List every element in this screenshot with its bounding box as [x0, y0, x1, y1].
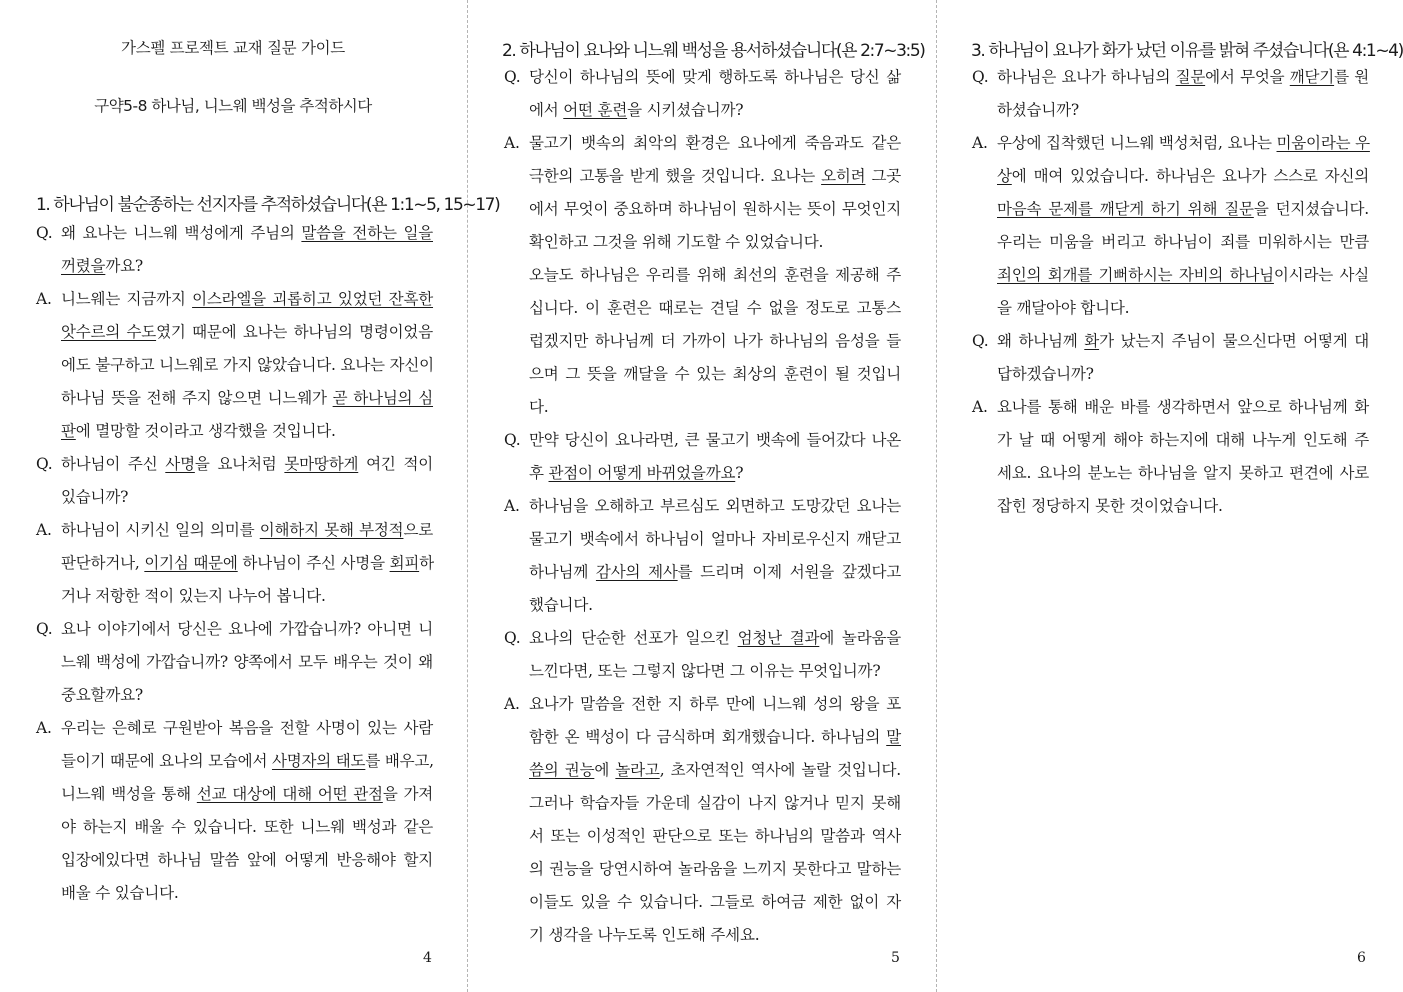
text-run: 하나님이 주신 [61, 455, 166, 473]
line-text [529, 259, 901, 292]
page-number: 6 [1357, 950, 1366, 966]
text-run: 에 멸망할 것이라고 생각했을 것입니다. [75, 422, 336, 440]
answer-line [997, 226, 1369, 259]
underlined-text: 깨닫기 [1289, 68, 1335, 86]
answer-line [529, 721, 901, 754]
answer-line [529, 556, 901, 589]
qa-list [36, 217, 434, 910]
text-run: 답하겠습니까? [997, 365, 1094, 383]
question-line [529, 94, 901, 127]
line-text [61, 514, 433, 547]
answer-line [997, 424, 1369, 457]
text-run: 에 놀라움을 [819, 629, 902, 647]
line-text [61, 415, 433, 448]
answer-line [997, 457, 1369, 490]
answer-line [61, 580, 433, 613]
line-text [61, 217, 433, 250]
answer-line [529, 523, 901, 556]
answer-line [529, 589, 901, 622]
section-title: 1. 하나님이 불순종하는 선지자를 추적하셨습니다(욘 1:1~5, 15~17) [36, 195, 500, 215]
line-text [61, 448, 433, 481]
question-marker: Q. [36, 455, 53, 473]
qa-list [972, 61, 1370, 523]
underlined-text: 엄청난 결과 [737, 629, 820, 647]
line-text [997, 160, 1369, 193]
text-run: 하나님 뜻을 전해 주지 않으면 니느웨가 [61, 389, 333, 407]
text-run: 확인하고 그것을 위해 기도할 수 있었습니다. [529, 233, 824, 251]
text-run: 입장에있다면 하나님 말씀 앞에 어떻게 반응해야 할지 [61, 851, 433, 869]
question-marker: Q. [504, 431, 521, 449]
question-line [504, 61, 901, 94]
text-run: 에서 [529, 101, 564, 119]
answer-line [529, 787, 901, 820]
underlined-text: 말 [886, 728, 901, 746]
line-text [997, 424, 1369, 457]
answer-line [61, 877, 433, 910]
text-run: 배울 수 있습니다. [61, 884, 179, 902]
text-run: 으며 그 뜻을 깨달을 수 있는 최상의 훈련이 될 것입니 [529, 365, 901, 383]
section-title: 3. 하나님이 요나가 화가 났던 이유를 밝혀 주셨습니다(욘 4:1~4) [971, 41, 1403, 61]
answer-line [529, 391, 901, 424]
text-run: 하나님께 [529, 563, 596, 581]
section-title: 2. 하나님이 요나와 니느웨 백성을 용서하셨습니다(욘 2:7~3:5) [502, 41, 925, 61]
page-5 [468, 0, 935, 992]
text-run: 우리는 은혜로 구원받아 복음을 전할 사명이 있는 사람 [61, 719, 433, 737]
answer-line [529, 160, 901, 193]
underlined-text: 곧 하나님의 심 [332, 389, 434, 407]
text-run: 들이기 때문에 요나의 모습에서 [61, 752, 272, 770]
line-text [61, 382, 433, 415]
answer-line [61, 745, 433, 778]
answer-line [997, 160, 1369, 193]
text-run: 느낀다면, 또는 그렇지 않다면 그 이유는 무엇입니까? [529, 662, 881, 680]
question-line [504, 622, 902, 655]
line-text [997, 127, 1369, 160]
answer-line [36, 514, 433, 547]
text-run: 판단하거나, [61, 554, 145, 572]
text-run: 야 하는지 배울 수 있습니다. 또한 니느웨 백성과 같은 [61, 818, 433, 836]
line-text [529, 424, 901, 457]
line-text [61, 613, 433, 646]
answer-line [529, 259, 901, 292]
text-run: 의 권능을 당연시하여 놀라움을 느끼지 못한다고 말하는 [529, 860, 901, 878]
answer-marker: A. [36, 290, 52, 308]
text-run: 을 던지셨습니다. [1253, 200, 1369, 218]
question-line [972, 61, 1370, 94]
line-text [529, 127, 901, 160]
page-6 [937, 0, 1403, 992]
text-run: 였기 때문에 요나는 하나님의 명령이었음 [156, 323, 433, 341]
text-run: 하나님이 주신 사명을 [237, 554, 390, 572]
underlined-text: 사명 [165, 455, 195, 473]
answer-line [61, 811, 433, 844]
answer-line [529, 292, 901, 325]
text-run: 을 깨달아야 합니다. [997, 299, 1130, 317]
text-run: 오늘도 하나님은 우리를 위해 최선의 훈련을 제공해 주 [529, 266, 901, 284]
line-text [529, 490, 901, 523]
underlined-text: 이기심 때문에 [144, 554, 238, 572]
question-marker: Q. [36, 224, 53, 242]
text-run: 에도 불구하고 니느웨로 가지 않았습니다. 요나는 자신이 [61, 356, 434, 374]
answer-line [504, 127, 901, 160]
line-text [61, 250, 433, 283]
text-run: 서 또는 이성적인 판단으로 또는 하나님의 말씀과 역사 [529, 827, 901, 845]
line-text [529, 193, 901, 226]
underlined-text: 꺼렸을 [61, 257, 106, 275]
answer-line [36, 283, 434, 316]
underlined-text: 죄인의 회개를 기뻐하시는 자비의 하나님 [997, 266, 1274, 284]
text-run: 요나를 통해 배운 바를 생각하면서 앞으로 하나님께 화 [997, 398, 1369, 416]
line-text [997, 391, 1369, 424]
line-text [529, 94, 901, 127]
question-line [36, 613, 433, 646]
question-marker: Q. [972, 332, 989, 350]
text-run: 왜 하나님께 [997, 332, 1085, 350]
line-text [529, 160, 901, 193]
underlined-text: 회피 [389, 554, 420, 572]
question-line [504, 424, 901, 457]
guide-title: 가스펠 프로젝트 교재 질문 가이드 [121, 39, 345, 57]
line-text [997, 490, 1369, 523]
answer-line [529, 358, 901, 391]
text-run: 느웨 백성에 가깝습니까? 양쪽에서 모두 배우는 것이 왜 [61, 653, 433, 671]
answer-line [61, 415, 433, 448]
line-text [529, 886, 901, 919]
qa-list [504, 61, 902, 952]
question-line [36, 448, 433, 481]
line-text [529, 688, 901, 721]
line-text [61, 811, 433, 844]
question-line [972, 325, 1369, 358]
line-text [997, 193, 1369, 226]
text-run: 으로 [403, 521, 433, 539]
line-text [529, 292, 901, 325]
text-run: ? [735, 464, 744, 482]
page-4 [0, 0, 500, 992]
text-run: 를 원 [1334, 68, 1370, 86]
answer-line [61, 844, 433, 877]
question-line [529, 655, 901, 688]
underlined-text: 사명자의 태도 [271, 752, 366, 770]
answer-line [61, 382, 433, 415]
question-marker: Q. [972, 68, 989, 86]
underlined-text: 관점이 어떻게 바뀌었을까요 [548, 464, 736, 482]
line-text [61, 580, 433, 613]
text-run: 을 가져 [382, 785, 434, 803]
underlined-text: 판 [61, 422, 76, 440]
answer-line [36, 712, 433, 745]
answer-marker: A. [504, 695, 520, 713]
line-text [997, 61, 1369, 94]
underlined-text: 씀의 권능 [529, 761, 595, 779]
answer-line [997, 292, 1369, 325]
text-run: 거나 저항한 적이 있는지 나누어 봅니다. [61, 587, 326, 605]
text-run: 에 매여 있었습니다. 하나님은 요나가 스스로 자신의 [1011, 167, 1369, 185]
question-line [61, 250, 433, 283]
line-text [529, 919, 901, 952]
answer-marker: A. [36, 521, 52, 539]
answer-line [504, 490, 901, 523]
underlined-text: 이스라엘을 괴롭히고 있었던 잔혹한 [192, 290, 434, 308]
text-run: 하셨습니까? [997, 101, 1079, 119]
page-number: 5 [891, 950, 900, 966]
line-text [61, 778, 433, 811]
answer-marker: A. [972, 398, 988, 416]
text-run: 을 요나처럼 [194, 455, 285, 473]
question-marker: Q. [36, 620, 53, 638]
line-text [529, 589, 901, 622]
text-run: 에서 무엇이 중요하며 하나님이 원하시는 뜻이 무엇인지 [529, 200, 901, 218]
answer-line [529, 325, 901, 358]
question-line [61, 679, 433, 712]
answer-line [61, 547, 433, 580]
answer-marker: A. [972, 134, 988, 152]
answer-line [61, 778, 433, 811]
text-run: 요나 이야기에서 당신은 요나에 가깝습니까? 아니면 니 [61, 620, 433, 638]
line-text [529, 457, 901, 490]
line-text [529, 61, 901, 94]
question-marker: Q. [504, 68, 521, 86]
text-run: 잡힌 정당하지 못한 것이었습니다. [997, 497, 1223, 515]
text-run: 그곳 [865, 167, 902, 185]
underlined-text: 상 [997, 167, 1012, 185]
text-run: 있습니까? [61, 488, 129, 506]
text-run: 요나의 단순한 선포가 일으킨 [529, 629, 738, 647]
text-run: 하나님을 오해하고 부르심도 외면하고 도망갔던 요나는 [529, 497, 901, 515]
question-marker: Q. [504, 629, 521, 647]
text-run: 를 드리며 이제 서원을 갚겠다고 [677, 563, 901, 581]
text-run: 를 배우고, [365, 752, 434, 770]
line-text [997, 292, 1369, 325]
text-run: 이시라는 사실 [1273, 266, 1369, 284]
answer-line [529, 853, 901, 886]
line-text [997, 325, 1369, 358]
line-text [997, 259, 1369, 292]
line-text [529, 655, 901, 688]
text-run: 요나가 말씀을 전한 지 하루 만에 니느웨 성의 왕을 포 [529, 695, 901, 713]
text-run: 우리는 미움을 버리고 하나님이 죄를 미워하시는 만큼 [997, 233, 1369, 251]
answer-line [529, 754, 901, 787]
line-text [529, 853, 901, 886]
text-run: 그러나 학습자들 가운데 실감이 나지 않거나 믿지 못해 [529, 794, 901, 812]
answer-line [61, 316, 433, 349]
underlined-text: 미움이라는 우 [1276, 134, 1370, 152]
underlined-text: 오히려 [821, 167, 866, 185]
underlined-text: 놀라고 [615, 761, 660, 779]
answer-line [997, 259, 1369, 292]
answer-line [997, 193, 1369, 226]
page-number: 4 [423, 950, 432, 966]
answer-line [997, 490, 1369, 523]
line-text [61, 844, 433, 877]
line-text [529, 622, 901, 655]
line-text [61, 877, 433, 910]
line-text [529, 523, 901, 556]
answer-line [529, 886, 901, 919]
line-text [529, 721, 901, 754]
underlined-text: 앗수르의 수도 [61, 323, 157, 341]
answer-marker: A. [504, 134, 520, 152]
line-text [529, 820, 901, 853]
text-run: 을 시키셨습니까? [627, 101, 744, 119]
text-run: 니느웨는 지금까지 [61, 290, 193, 308]
line-text [61, 745, 433, 778]
text-run: 하나님이 시키신 일의 의미를 [61, 521, 260, 539]
text-run: 까요? [105, 257, 143, 275]
question-line [529, 457, 901, 490]
question-line [997, 358, 1369, 391]
text-run: 럽겠지만 하나님께 더 가까이 나가 하나님의 음성을 들 [529, 332, 901, 350]
text-run: 하 [419, 554, 434, 572]
answer-line [529, 226, 901, 259]
underlined-text: 화 [1084, 332, 1100, 350]
text-run: 후 [529, 464, 549, 482]
line-text [61, 679, 433, 712]
line-text [61, 349, 433, 382]
text-run: 당신이 하나님의 뜻에 맞게 행하도록 하나님은 당신 삶 [529, 68, 901, 86]
question-line [997, 94, 1369, 127]
line-text [529, 556, 901, 589]
answer-line [61, 349, 433, 382]
line-text [997, 358, 1369, 391]
line-text [61, 547, 433, 580]
answer-line [972, 391, 1369, 424]
text-run: 물고기 뱃속의 최악의 환경은 요나에게 죽음과도 같은 [529, 134, 901, 152]
text-run: 에서 무엇을 [1205, 68, 1290, 86]
text-run: 에 [594, 761, 616, 779]
underlined-text: 감사의 제사 [595, 563, 678, 581]
underlined-text: 선교 대상에 대해 어떤 관점 [196, 785, 383, 803]
text-run: 다. [529, 398, 549, 416]
text-run: 니느웨 백성을 통해 [61, 785, 197, 803]
text-run: 십니다. 이 훈련은 때로는 견딜 수 없을 정도로 고통스 [529, 299, 901, 317]
line-text [61, 283, 433, 316]
line-text [997, 94, 1369, 127]
text-run: 우상에 집착했던 니느웨 백성처럼, 요나는 [997, 134, 1277, 152]
line-text [529, 754, 901, 787]
text-run: 세요. 요나의 분노는 하나님을 알지 못하고 편견에 사로 [997, 464, 1369, 482]
underlined-text: 이해하지 못해 부정적 [259, 521, 404, 539]
text-run: 이들도 있을 수 있습니다. 그들로 하여금 제한 없이 자 [529, 893, 901, 911]
text-run: 했습니다. [529, 596, 593, 614]
answer-marker: A. [504, 497, 520, 515]
text-run: 여긴 적이 [358, 455, 433, 473]
line-text [61, 481, 433, 514]
question-line [61, 481, 433, 514]
line-text [529, 226, 901, 259]
line-text [529, 325, 901, 358]
text-run: 왜 요나는 니느웨 백성에게 주님의 [61, 224, 302, 242]
line-text [529, 391, 901, 424]
line-text [997, 457, 1369, 490]
answer-line [504, 688, 901, 721]
line-text [61, 316, 433, 349]
question-line [36, 217, 433, 250]
text-run: 만약 당신이 요나라면, 큰 물고기 뱃속에 들어갔다 나온 [529, 431, 901, 449]
underlined-text: 마음속 문제를 깨닫게 하기 위해 질문 [997, 200, 1254, 218]
line-text [529, 787, 901, 820]
answer-line [529, 919, 901, 952]
line-text [997, 226, 1369, 259]
answer-line [529, 193, 901, 226]
underlined-text: 질문 [1175, 68, 1206, 86]
text-run: , 초자연적인 역사에 놀랄 것입니다. [659, 761, 901, 779]
line-text [529, 358, 901, 391]
line-text [61, 712, 433, 745]
text-run: 하나님은 요나가 하나님의 [997, 68, 1176, 86]
answer-marker: A. [36, 719, 52, 737]
answer-line [529, 820, 901, 853]
text-run: 중요할까요? [61, 686, 143, 704]
text-run: 함한 온 백성이 다 금식하며 회개했습니다. 하나님의 [529, 728, 887, 746]
text-run: 물고기 뱃속에서 하나님이 얼마나 자비로우신지 깨닫고 [529, 530, 901, 548]
lesson-title: 구약5-8 하나님, 니느웨 백성을 추적하시다 [94, 97, 372, 115]
text-run: 가 날 때 어떻게 해야 하는지에 대해 나누게 인도해 주 [997, 431, 1369, 449]
question-line [61, 646, 433, 679]
underlined-text: 말씀을 전하는 일을 [301, 224, 433, 242]
answer-line [972, 127, 1370, 160]
underlined-text: 못마땅하게 [284, 455, 359, 473]
text-run: 기 생각을 나누도록 인도해 주세요. [529, 926, 760, 944]
text-run: 극한의 고통을 받게 했을 것입니다. 요나는 [529, 167, 822, 185]
underlined-text: 어떤 훈련 [563, 101, 628, 119]
text-run: 가 났는지 주님이 물으신다면 어떻게 대 [1099, 332, 1369, 350]
line-text [61, 646, 433, 679]
